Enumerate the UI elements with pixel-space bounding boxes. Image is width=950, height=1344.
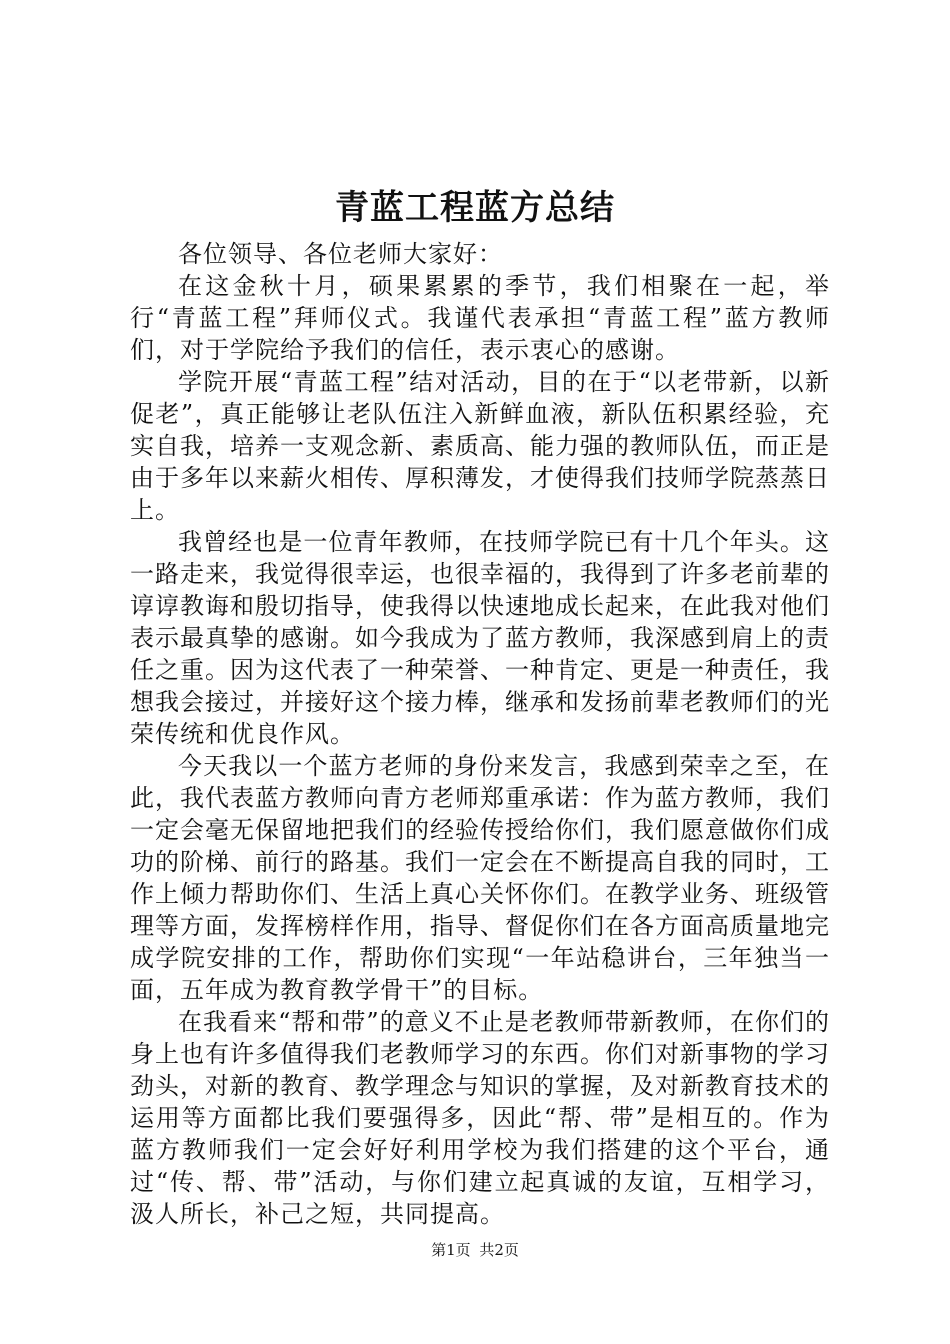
page-footer bbox=[0, 1240, 950, 1260]
page-total: 共2页 bbox=[479, 1241, 519, 1259]
salutation-paragraph: 各位领导、各位老师大家好： bbox=[178, 240, 503, 268]
body-paragraph: 学院开展“青蓝工程”结对活动，目的在于“以老带新，以新促老”，真正能够让老队伍注入新鲜血液，新队伍积累经验，充实自我，培养一支观念新、素质高、能力强的教师队伍，而正是由于多年以来薪火相传、厚积薄发，才使得我们技师学院蒸蒸日上。 bbox=[130, 368, 830, 524]
document-body bbox=[130, 238, 830, 1230]
body-paragraph: 今天我以一个蓝方老师的身份来发言，我感到荣幸之至，在此，我代表蓝方教师向青方老师郑重承诺：作为蓝方教师，我们一定会毫无保留地把我们的经验传授给你们，我们愿意做你们成功的阶梯、前行的路基。我们一定会在不断提高自我的同时，工作上倾力帮助你们、生活上真心关怀你们。在教学业务、班级管理等方面，发挥榜样作用，指导、督促你们在各方面高质量地完成学院安排的工作，帮助你们实现“一年站稳讲台，三年独当一面，五年成为教育教学骨干”的目标。 bbox=[130, 752, 830, 1004]
body-paragraph: 我曾经也是一位青年教师，在技师学院已有十几个年头。这一路走来，我觉得很幸运，也很幸福的，我得到了许多老前辈的谆谆教诲和殷切指导，使我得以快速地成长起来，在此我对他们表示最真挚的感谢。如今我成为了蓝方教师，我深感到肩上的责任之重。因为这代表了一种荣誉、一种肯定、更是一种责任，我想我会接过，并接好这个接力棒，继承和发扬前辈老教师们的光荣传统和优良作风。 bbox=[130, 528, 830, 748]
page-number: 第1页 bbox=[431, 1241, 471, 1259]
document-title: 青蓝工程蓝方总结 bbox=[335, 188, 615, 228]
body-paragraph: 在我看来“帮和带”的意义不止是老教师带新教师，在你们的身上也有许多值得我们老教师学习的东西。你们对新事物的学习劲头，对新的教育、教学理念与知识的掌握，及对新教育技术的运用等方面都比我们要强得多，因此“帮、带”是相互的。作为蓝方教师我们一定会好好利用学校为我们搭建的这个平台，通过“传、帮、带”活动，与你们建立起真诚的友谊，互相学习，汲人所长，补己之短，共同提高。 bbox=[130, 1008, 830, 1228]
body-paragraph: 在这金秋十月，硕果累累的季节，我们相聚在一起，举行“青蓝工程”拜师仪式。我谨代表承担“青蓝工程”蓝方教师们，对于学院给予我们的信任，表示衷心的感谢。 bbox=[130, 272, 830, 364]
